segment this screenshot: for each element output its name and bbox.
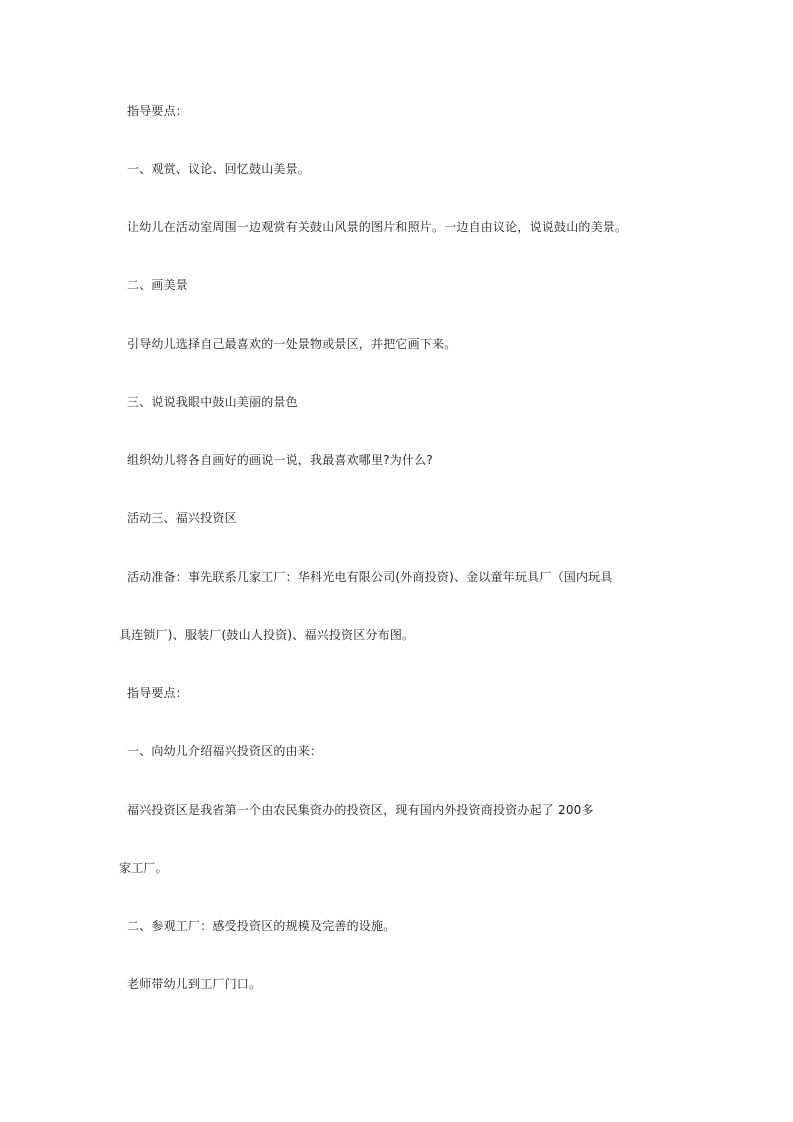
paragraph: 老师带幼儿到工厂门口。 bbox=[127, 977, 262, 991]
paragraph: 组织幼儿将各自画好的画说一说，我最喜欢哪里?为什么? bbox=[127, 453, 433, 467]
paragraph-continuation: 家工厂。 bbox=[119, 861, 168, 875]
point-heading-2: 二、参观工厂：感受投资区的规模及完善的设施。 bbox=[127, 919, 396, 933]
paragraph-continuation: 具连锁厂)、服装厂(鼓山人投资)、福兴投资区分布图。 bbox=[119, 628, 415, 642]
paragraph: 活动准备：事先联系几家工厂：华科光电有限公司(外商投资)、金以童年玩具厂（国内玩具 bbox=[127, 570, 613, 584]
paragraph: 让幼儿在活动室周围一边观赏有关鼓山风景的图片和照片。一边自由议论，说说鼓山的美景。 bbox=[127, 220, 628, 234]
point-heading-3: 三、说说我眼中鼓山美丽的景色 bbox=[127, 395, 298, 409]
section-heading-guidance: 指导要点： bbox=[127, 686, 189, 700]
point-heading-1: 一、观赏、议论、回忆鼓山美景。 bbox=[127, 162, 311, 176]
activity-heading: 活动三、福兴投资区 bbox=[127, 511, 237, 525]
point-heading-2: 二、画美景 bbox=[127, 278, 189, 292]
point-heading-1: 一、向幼儿介绍福兴投资区的由来： bbox=[127, 744, 323, 758]
section-heading-guidance: 指导要点： bbox=[127, 104, 189, 118]
paragraph: 福兴投资区是我省第一个由农民集资办的投资区，现有国内外投资商投资办起了 200多 bbox=[127, 803, 594, 817]
paragraph: 引导幼儿选择自己最喜欢的一处景物或景区，并把它画下来。 bbox=[127, 337, 457, 351]
